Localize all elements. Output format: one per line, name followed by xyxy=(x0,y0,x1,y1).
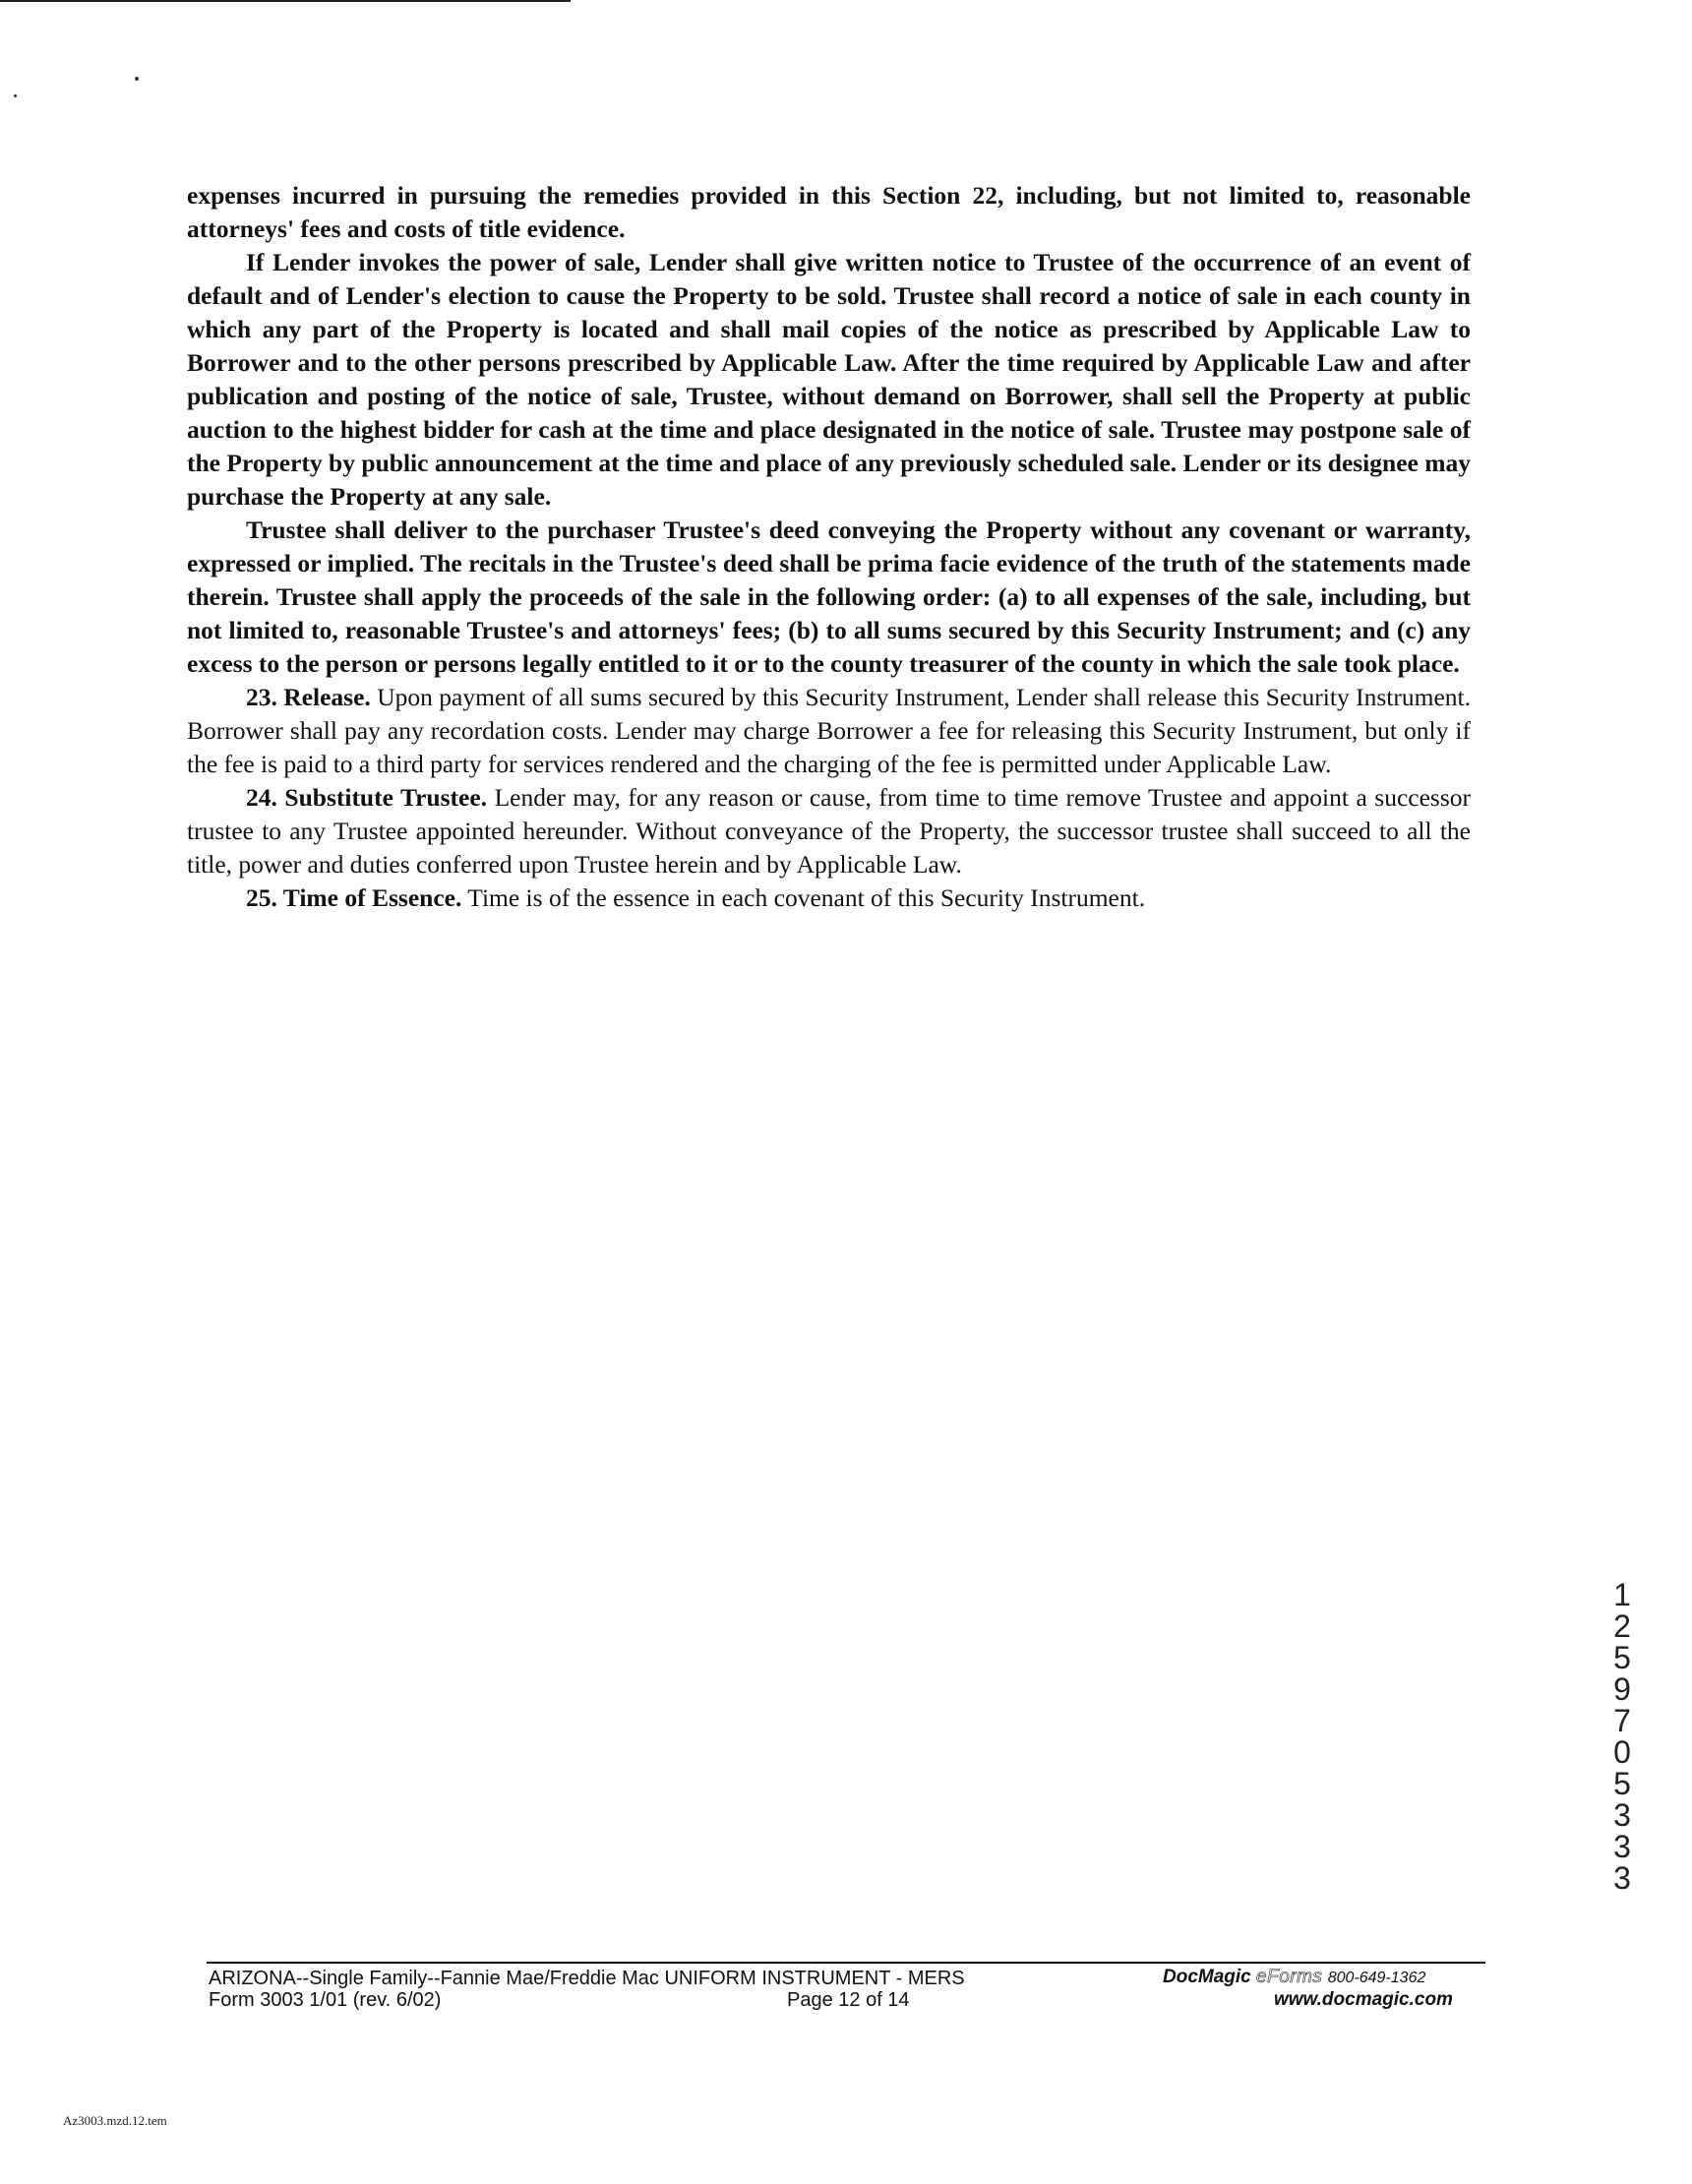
scan-speck xyxy=(14,94,17,97)
side-number-digit: 3 xyxy=(1613,1860,1631,1896)
paragraph-trustee-deed: Trustee shall deliver to the purchaser Trustee's deed conveying the Property without any covenant or warranty, expressed or implied. The recitals in the Trustee's deed shall be prima facie evidence of the truth of the statements made therein. Trustee shall apply the proceeds of the sale in the following order: (a) to all expenses of the sale, including, but not limited to, reasonable Trustee's and attorneys' fees; (b) to all sums secured by this Security Instrument; and (c) any excess to the person or persons legally entitled to it or to the county treasurer of the county in which the sale took place. xyxy=(187,516,1471,678)
side-number-digit: 5 xyxy=(1613,1766,1631,1801)
side-document-number xyxy=(1602,1579,1642,1894)
side-number-digit: 9 xyxy=(1613,1671,1631,1707)
section-25 xyxy=(187,881,1471,915)
footer-divider xyxy=(207,1962,1485,1964)
side-number-digit: 3 xyxy=(1613,1829,1631,1864)
side-number-digit: 2 xyxy=(1613,1608,1631,1644)
brand-eforms: eForms xyxy=(1256,1967,1323,1987)
side-number-digit: 5 xyxy=(1613,1640,1631,1675)
paragraph-power-of-sale: If Lender invokes the power of sale, Lender shall give written notice to Trustee of the occurrence of an event of default and of Lender's election to cause the Property to be sold. Trustee shall record a notice of sale in each county in which any part of the Property is located and shall mail copies of the notice as prescribed by Applicable Law to Borrower and to the other persons prescribed by Applicable Law. After the time required by Applicable Law and after publication and posting of the notice of sale, Trustee, without demand on Borrower, shall sell the Property at public auction to the highest bidder for cash at the time and place designated in the notice of sale. Trustee may postpone sale of the Property by public announcement at the time and place of any previously scheduled sale. Lender or its designee may purchase the Property at any sale. xyxy=(187,248,1471,511)
side-number-digit: 3 xyxy=(1613,1797,1631,1833)
section-25-heading: 25. Time of Essence. xyxy=(246,883,462,912)
section-23 xyxy=(187,681,1471,781)
footer-form-title: ARIZONA--Single Family--Fannie Mae/Freddie Mac UNIFORM INSTRUMENT - MERS xyxy=(209,1968,965,1989)
section-25-text: Time is of the essence in each covenant of this Security Instrument. xyxy=(467,883,1146,912)
section-23-heading: 23. Release. xyxy=(246,683,371,711)
footer-form-number: Form 3003 1/01 (rev. 6/02) xyxy=(209,1989,442,2011)
paragraph-continuation: expenses incurred in pursuing the remedies provided in this Section 22, including, but not limited to, reasonable attorneys' fees and costs of title evidence. xyxy=(187,181,1471,243)
footer-url: www.docmagic.com xyxy=(1274,1989,1453,2010)
scan-speck xyxy=(135,77,139,81)
section-24-heading: 24. Substitute Trustee. xyxy=(246,783,488,812)
side-number-digit: 1 xyxy=(1613,1577,1631,1612)
section-24 xyxy=(187,781,1471,881)
side-number-digit: 7 xyxy=(1613,1703,1631,1738)
brand-name: DocMagic xyxy=(1163,1967,1251,1987)
footer-page-number: Page 12 of 14 xyxy=(787,1989,910,2011)
top-edge-rule xyxy=(0,0,571,2)
section-23-text: Upon payment of all sums secured by this Security Instrument, Lender shall release this Security Instrument. Borrower shall pay any recordation costs. Lender may charge Borrower a fee for releasing this Security Instrument, but only if the fee is paid to a third party for services rendered and the charging of the fee is permitted under Applicable Law. xyxy=(187,683,1471,778)
footer-brand-logo xyxy=(1163,1966,1425,1990)
file-code: Az3003.mzd.12.tem xyxy=(63,2113,167,2128)
section-24-text: Lender may, for any reason or cause, from time to time remove Trustee and appoint a successor trustee to any Trustee appointed hereunder. Without conveyance of the Property, the successor trustee shall succeed to all the title, power and duties conferred upon Trustee herein and by Applicable Law. xyxy=(187,783,1471,879)
side-number-digit: 0 xyxy=(1613,1734,1631,1770)
brand-phone: 800-649-1362 xyxy=(1327,1970,1426,1986)
document-body xyxy=(187,179,1471,915)
